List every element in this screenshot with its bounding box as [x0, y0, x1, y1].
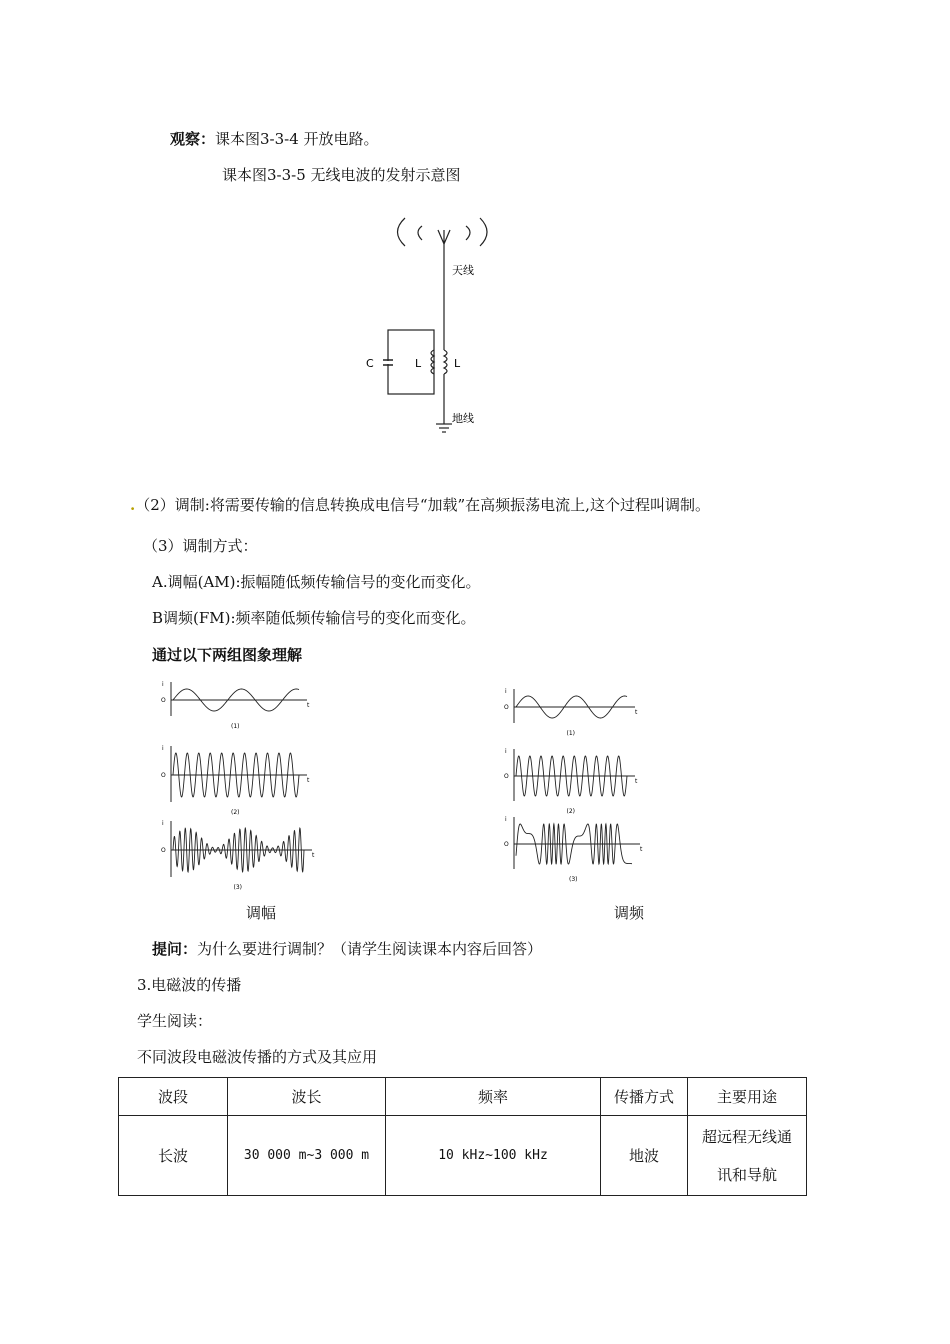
bullet-dot: . — [130, 496, 136, 514]
observe-line-1 — [170, 128, 379, 149]
graph-number-label: (2) — [231, 809, 240, 816]
fm-graphs — [498, 683, 653, 883]
inductor-left-label: L — [415, 357, 422, 370]
capacitor-label: C — [366, 357, 374, 370]
inductor-right-label: L — [454, 357, 461, 370]
wave-arc-right-outer — [480, 218, 487, 246]
header-usage: 主要用途 — [688, 1078, 807, 1116]
antenna-label: 天线 — [452, 264, 474, 277]
modulation-methods-title: （3）调制方式： — [143, 537, 258, 555]
axis-i-label: i — [505, 816, 507, 823]
axis-i-label: i — [505, 688, 507, 695]
axis-o-label: O — [161, 847, 166, 854]
axis-t-label: t — [635, 778, 638, 785]
header-wavelength: 波长 — [228, 1078, 386, 1116]
fm-modulated-graph — [504, 816, 643, 883]
graph-number-label: (3) — [233, 884, 242, 891]
antenna-icon — [438, 230, 450, 244]
axis-o-label: O — [504, 704, 509, 711]
transmitter-circuit-diagram — [360, 210, 510, 440]
axis-t-label: t — [635, 709, 638, 716]
usage-line-2: 讯和导航 — [716, 1165, 777, 1184]
cell-band: 长波 — [119, 1116, 228, 1196]
modulation-definition-line — [130, 494, 710, 515]
fm-caption: 调频 — [614, 904, 645, 922]
wave-arc-left-outer — [398, 218, 406, 246]
header-band: 波段 — [119, 1078, 228, 1116]
usage-line-1: 超远程无线通 — [701, 1127, 792, 1146]
table-row — [119, 1116, 807, 1196]
lc-loop — [388, 330, 434, 394]
axis-o-label: O — [504, 773, 509, 780]
wave-arc-right-inner — [466, 226, 470, 240]
graphs-intro: 通过以下两组图象理解 — [152, 646, 303, 664]
axis-o-label: O — [161, 772, 166, 779]
header-propagation: 传播方式 — [601, 1078, 688, 1116]
ground-label: 地线 — [452, 412, 474, 425]
axis-t-label: t — [312, 852, 315, 859]
am-modulated-graph — [161, 820, 315, 891]
axis-o-label: O — [504, 841, 509, 848]
axis-o-label: O — [161, 697, 166, 704]
axis-i-label: i — [162, 681, 164, 688]
axis-t-label: t — [307, 777, 310, 784]
header-frequency: 频率 — [386, 1078, 601, 1116]
wave-arc-left-inner — [418, 226, 422, 240]
modulation-definition: （2）调制:将需要传输的信息转换成电信号“加载”在高频振荡电流上,这个过程叫调制。 — [135, 496, 710, 514]
wave-band-table — [118, 1077, 807, 1196]
graph-number-label: (1) — [231, 723, 240, 730]
table-header-row — [119, 1078, 807, 1116]
observe-line-2: 课本图3-3-5 无线电波的发射示意图 — [222, 166, 461, 184]
cell-frequency: 10 kHz~100 kHz — [386, 1116, 601, 1196]
modulation-am: A.调幅(AM):振幅随低频传输信号的变化而变化。 — [152, 573, 481, 591]
waveform — [516, 756, 627, 796]
modulation-fm: B调频(FM):频率随低频传输信号的变化而变化。 — [152, 609, 476, 627]
question-line — [152, 938, 542, 959]
student-read: 学生阅读： — [137, 1012, 213, 1030]
cell-wavelength: 30 000 m~3 000 m — [228, 1116, 386, 1196]
section-title: 3.电磁波的传播 — [137, 976, 242, 994]
axis-i-label: i — [162, 820, 164, 827]
observe-label: 观察： — [170, 130, 216, 148]
axis-t-label: t — [307, 702, 310, 709]
axis-t-label: t — [640, 846, 643, 853]
axis-i-label: i — [505, 748, 507, 755]
am-signal-graph — [161, 681, 310, 730]
inductor-right-icon — [444, 350, 447, 374]
question-label: 提问： — [152, 940, 198, 958]
graph-number-label: (3) — [569, 876, 578, 883]
axis-i-label: i — [162, 745, 164, 752]
am-carrier-graph — [161, 745, 310, 816]
cell-usage — [688, 1116, 807, 1196]
fm-carrier-graph — [504, 748, 638, 815]
observe-text-1: 课本图3-3-4 开放电路。 — [215, 130, 379, 148]
fm-signal-graph — [504, 688, 638, 737]
am-caption: 调幅 — [246, 904, 277, 922]
table-title: 不同波段电磁波传播的方式及其应用 — [137, 1048, 378, 1066]
graph-number-label: (2) — [566, 808, 575, 815]
cell-propagation: 地波 — [601, 1116, 688, 1196]
question-text: 为什么要进行调制？（请学生阅读课本内容后回答） — [197, 940, 543, 958]
am-graphs — [155, 678, 325, 893]
graph-number-label: (1) — [566, 730, 575, 737]
